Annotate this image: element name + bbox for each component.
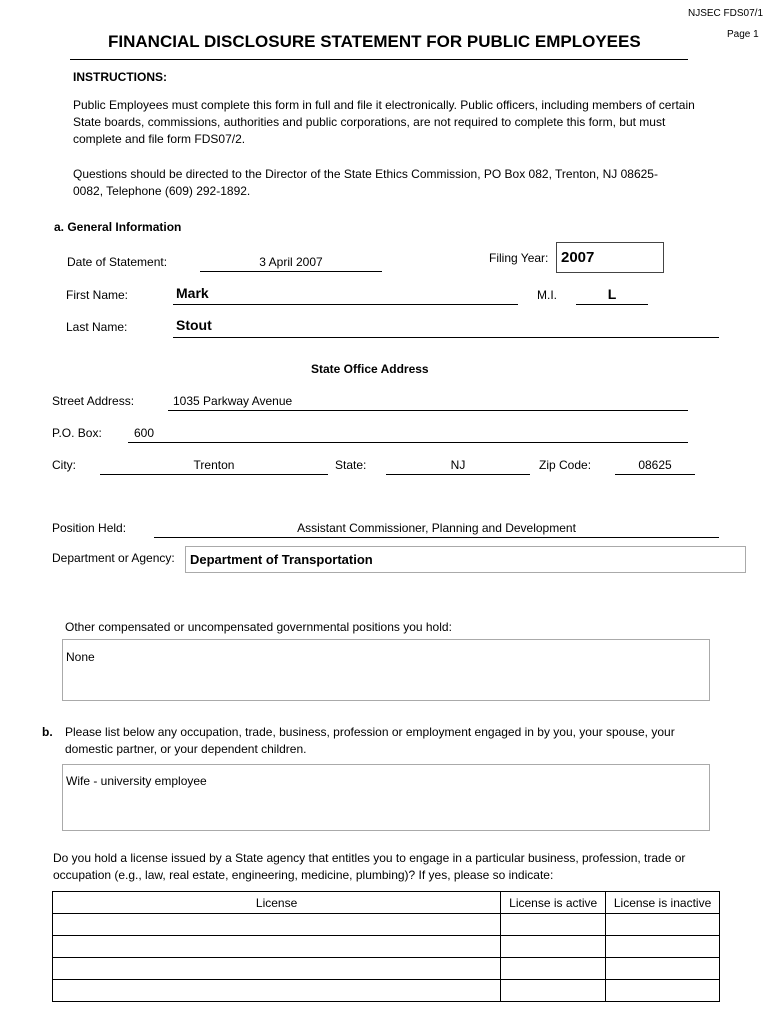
position-held-underline: [154, 537, 719, 538]
license-active-cell[interactable]: [501, 958, 606, 980]
last-name-field[interactable]: Stout: [176, 317, 212, 333]
middle-initial-label: M.I.: [537, 288, 557, 302]
table-row: [53, 914, 720, 936]
state-field[interactable]: NJ: [450, 458, 466, 472]
zip-code-underline: [615, 474, 695, 475]
zip-code-label: Zip Code:: [539, 458, 592, 472]
table-row: [53, 980, 720, 1002]
po-box-field[interactable]: 600: [134, 426, 155, 440]
date-of-statement-field[interactable]: 3 April 2007: [259, 255, 323, 269]
license-inactive-cell[interactable]: [606, 914, 720, 936]
zip-code-field[interactable]: 08625: [638, 458, 672, 472]
po-box-label: P.O. Box:: [52, 426, 102, 440]
state-underline: [386, 474, 530, 475]
license-cell[interactable]: [53, 914, 501, 936]
section-a-heading: a. General Information: [54, 220, 182, 234]
occupation-field[interactable]: [62, 764, 710, 831]
city-underline: [100, 474, 328, 475]
other-positions-field[interactable]: [62, 639, 710, 701]
license-header-row: [53, 892, 720, 914]
license-table: [52, 891, 720, 1002]
license-active-cell[interactable]: [501, 936, 606, 958]
license-inactive-cell[interactable]: [606, 936, 720, 958]
table-row: [53, 936, 720, 958]
date-underline: [200, 271, 382, 272]
street-address-underline: [168, 410, 688, 411]
other-positions-value: None: [66, 650, 95, 664]
date-of-statement-label: Date of Statement:: [67, 255, 168, 269]
table-row: [53, 958, 720, 980]
license-question: Do you hold a license issued by a State agency that entitles you to engage in a particular business, profession, trade or occupation (e.g., law, real estate, engineering, medicine, plumbing)? If yes, please so indicate:: [53, 851, 686, 882]
middle-initial-field[interactable]: L: [607, 286, 617, 302]
license-column-header: License: [53, 892, 501, 914]
filing-year-label: Filing Year:: [489, 251, 549, 265]
city-label: City:: [52, 458, 76, 472]
street-address-label: Street Address:: [52, 394, 135, 408]
last-name-label: Last Name:: [66, 320, 128, 334]
title-underline: [70, 59, 688, 60]
license-inactive-cell[interactable]: [606, 980, 720, 1002]
license-cell[interactable]: [53, 980, 501, 1002]
filing-year-value: 2007: [561, 249, 595, 266]
page-title: FINANCIAL DISCLOSURE STATEMENT FOR PUBLIC EMPLOYEES: [108, 32, 641, 51]
license-cell[interactable]: [53, 958, 501, 980]
first-name-field[interactable]: Mark: [176, 285, 209, 301]
other-positions-label: Other compensated or uncompensated governmental positions you hold:: [65, 620, 452, 634]
first-name-label: First Name:: [66, 288, 129, 302]
position-held-label: Position Held:: [52, 521, 127, 535]
license-active-cell[interactable]: [501, 980, 606, 1002]
license-inactive-cell[interactable]: [606, 958, 720, 980]
state-office-address-heading: State Office Address: [311, 362, 429, 376]
department-field[interactable]: [185, 546, 746, 573]
po-box-underline: [128, 442, 688, 443]
middle-initial-underline: [576, 304, 648, 305]
department-label: Department or Agency:: [52, 551, 175, 565]
section-b-text: Please list below any occupation, trade, business, profession or employment engaged in by you, your spouse, your domestic partner, or your dependent children.: [65, 725, 675, 756]
street-address-field[interactable]: 1035 Parkway Avenue: [173, 394, 293, 408]
state-label: State:: [335, 458, 367, 472]
instructions-paragraph-1: Public Employees must complete this form in full and file it electronically. Public officers, including members of certain State boards, commissions, authorities and public corporations, are not required to complete this form, but must complete and file form FDS07/2.: [73, 98, 695, 146]
department-value: Department of Transportation: [190, 552, 373, 567]
city-field[interactable]: Trenton: [193, 458, 235, 472]
license-inactive-column-header: License is inactive: [606, 892, 720, 914]
first-name-underline: [173, 304, 518, 305]
form-code: NJSEC FDS07/1: [688, 8, 764, 19]
last-name-underline: [173, 337, 719, 338]
license-active-column-header: License is active: [501, 892, 606, 914]
occupation-value: Wife - university employee: [66, 774, 207, 788]
section-b-marker: b.: [42, 725, 53, 739]
instructions-heading: INSTRUCTIONS:: [73, 70, 167, 84]
page-number: Page 1: [727, 29, 759, 40]
filing-year-field[interactable]: [556, 242, 664, 273]
license-active-cell[interactable]: [501, 914, 606, 936]
license-cell[interactable]: [53, 936, 501, 958]
position-held-field[interactable]: Assistant Commissioner, Planning and Development: [297, 521, 576, 535]
instructions-paragraph-2: Questions should be directed to the Director of the State Ethics Commission, PO Box 082, Trenton, NJ 08625-0082, Telephone (609) 292-1892.: [73, 167, 658, 198]
